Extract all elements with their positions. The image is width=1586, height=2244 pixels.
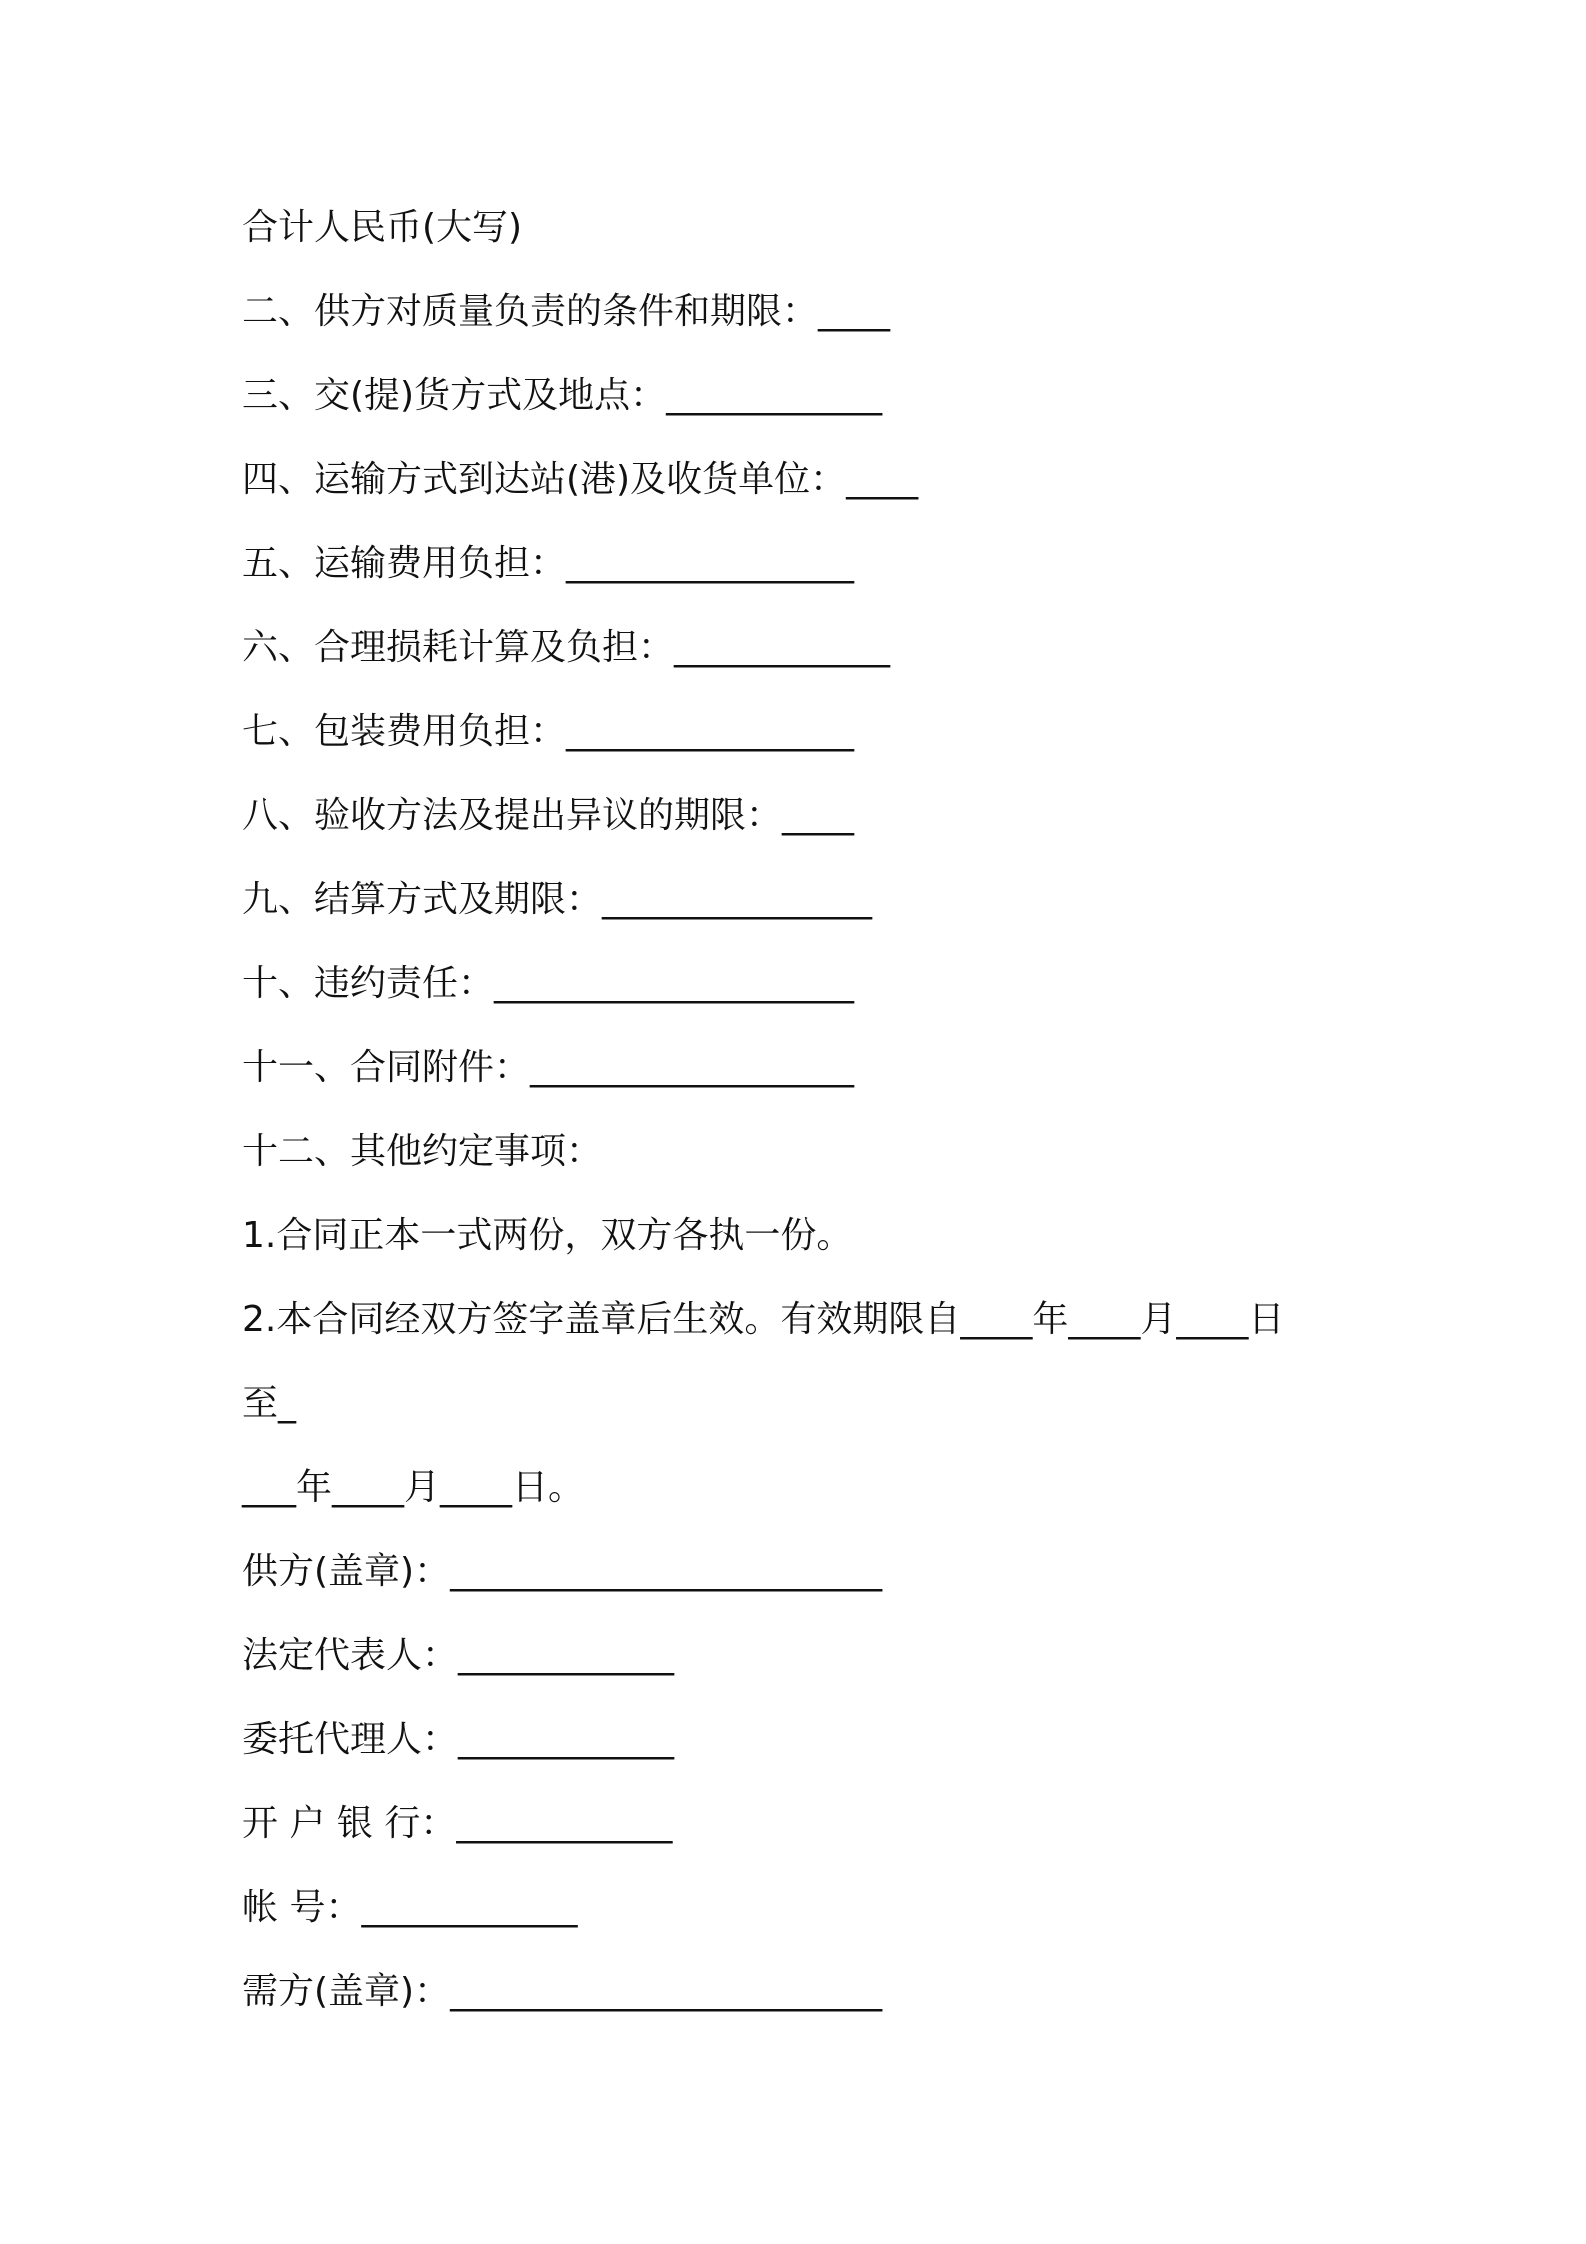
legal-rep-line: 法定代表人：____________ <box>242 1635 675 1676</box>
other-item-2: 2.本合同经双方签字盖章后生效。有效期限自____年____月____日 <box>242 1299 1285 1340</box>
clause-9-settlement: 九、结算方式及期限：_______________ <box>242 879 873 920</box>
bank-line: 开 户 银 行：____________ <box>242 1803 673 1844</box>
other-item-2-cont-a: 至_ <box>242 1383 297 1424</box>
clause-12-other: 十二、其他约定事项： <box>242 1131 603 1172</box>
clause-7-packaging: 七、包装费用负担：________________ <box>242 711 855 752</box>
clause-5-transport-cost: 五、运输费用负担：________________ <box>242 543 855 584</box>
supplier-seal-line: 供方(盖章)：________________________ <box>242 1551 883 1592</box>
other-item-2-cont-b: ___年____月____日。 <box>242 1467 585 1508</box>
clause-2-quality: 二、供方对质量负责的条件和期限：____ <box>242 291 891 332</box>
account-line: 帐 号：____________ <box>242 1887 578 1928</box>
clause-6-loss: 六、合理损耗计算及负担：____________ <box>242 627 891 668</box>
other-item-1: 1.合同正本一式两份，双方各执一份。 <box>242 1215 853 1256</box>
agent-line: 委托代理人：____________ <box>242 1719 675 1760</box>
clause-11-attachments: 十一、合同附件：__________________ <box>242 1047 855 1088</box>
clause-3-delivery: 三、交(提)货方式及地点：____________ <box>242 375 883 416</box>
clause-8-inspection: 八、验收方法及提出异议的期限：____ <box>242 795 855 836</box>
clause-4-transport: 四、运输方式到达站(港)及收货单位：____ <box>242 459 919 500</box>
clause-10-liability: 十、违约责任：____________________ <box>242 963 855 1004</box>
buyer-seal-line: 需方(盖章)：________________________ <box>242 1971 883 2012</box>
total-rmb-line: 合计人民币(大写) <box>242 207 523 248</box>
